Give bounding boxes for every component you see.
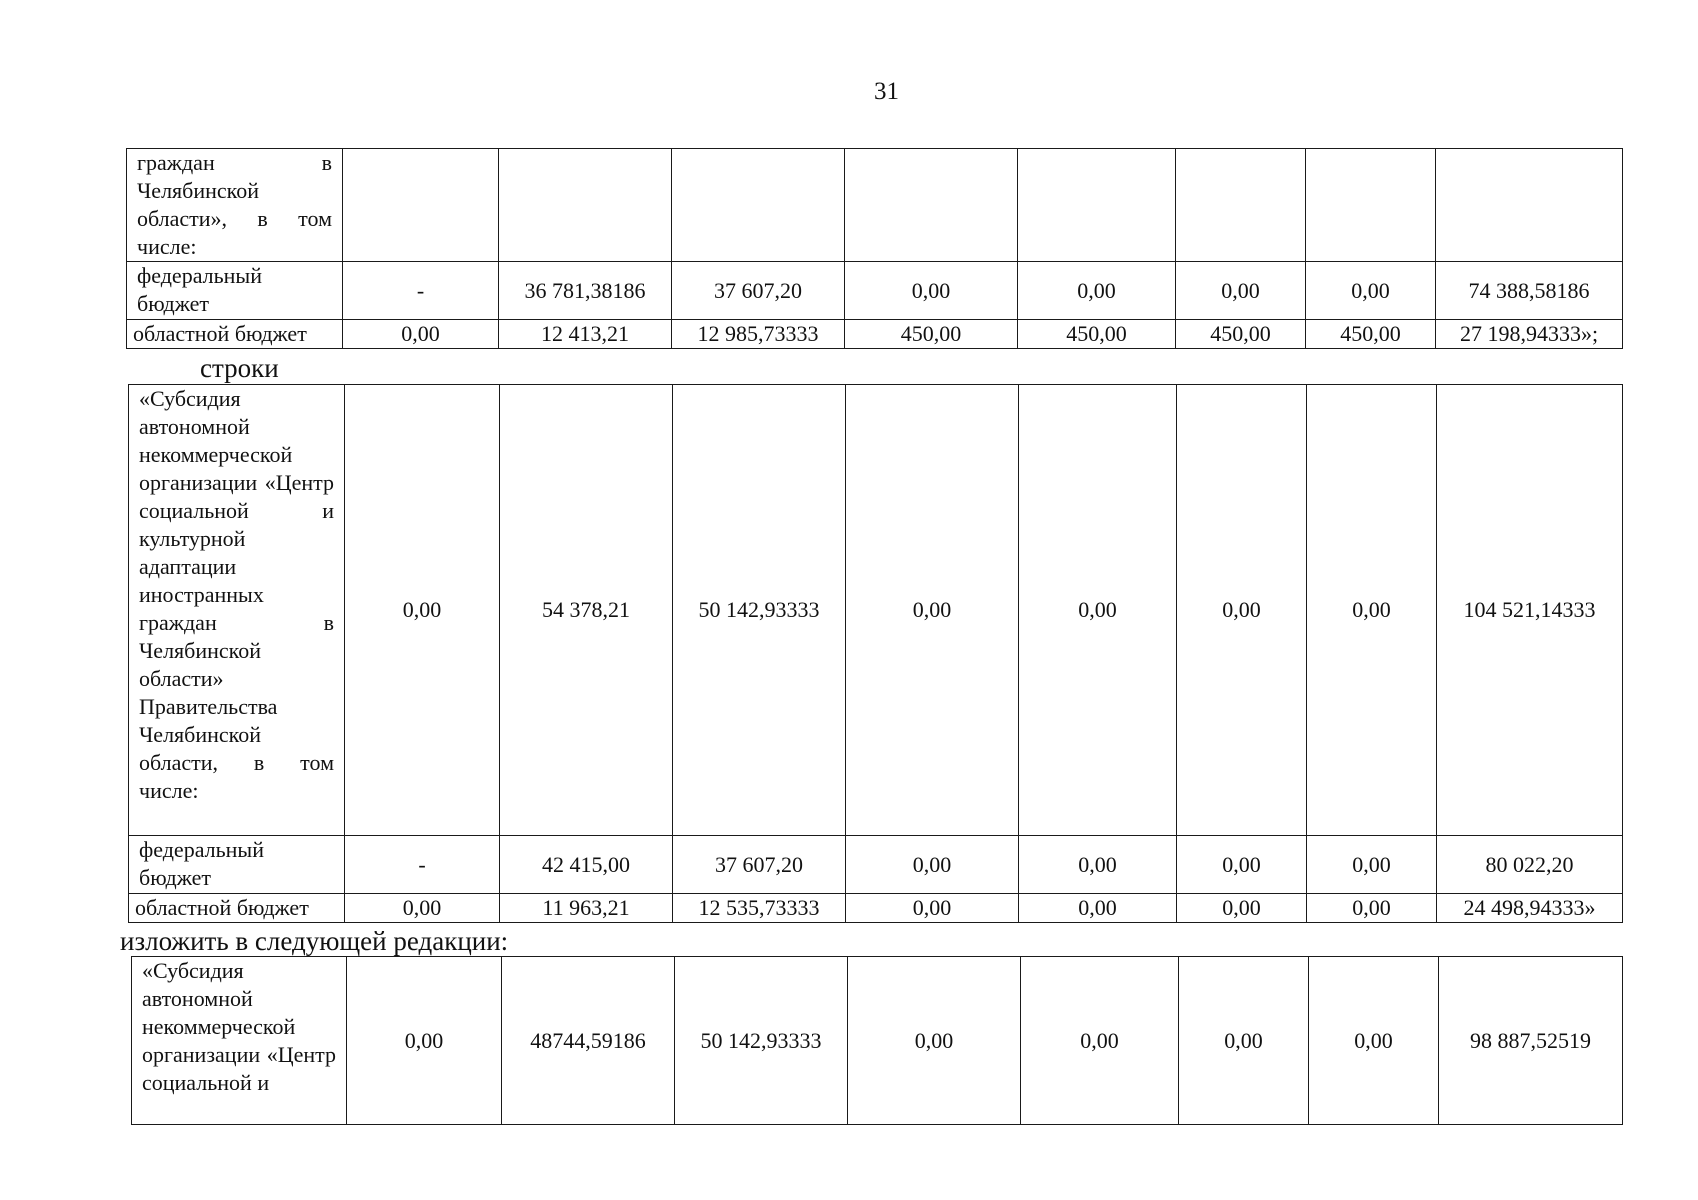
value-cell: 0,00	[1307, 836, 1437, 894]
value-cell: 450,00	[1306, 320, 1436, 349]
value-cell: 0,00	[1018, 262, 1176, 320]
table-row	[129, 836, 1623, 894]
row-label: граждан в Челябинской области», в том числе:	[127, 149, 343, 262]
table-row	[129, 894, 1623, 923]
budget-table-previous	[126, 148, 1623, 349]
value-cell: 12 535,73333	[673, 894, 846, 923]
value-cell: 27 198,94333»;	[1436, 320, 1623, 349]
value-cell: 0,00	[1177, 894, 1307, 923]
value-cell: 0,00	[1306, 262, 1436, 320]
value-cell: 42 415,00	[500, 836, 673, 894]
table-row	[127, 149, 1623, 262]
value-cell: 0,00	[1309, 957, 1439, 1125]
value-cell: 0,00	[1019, 894, 1177, 923]
value-cell: 0,00	[1177, 385, 1307, 836]
value-cell: 450,00	[1176, 320, 1306, 349]
table-row	[129, 385, 1623, 836]
value-cell	[845, 149, 1018, 262]
value-cell: 0,00	[1176, 262, 1306, 320]
value-cell	[672, 149, 845, 262]
row-label: федеральный бюджет	[127, 262, 343, 320]
value-cell: 74 388,58186	[1436, 262, 1623, 320]
value-cell: 0,00	[1019, 385, 1177, 836]
value-cell: 0,00	[1177, 836, 1307, 894]
value-cell: 0,00	[1307, 894, 1437, 923]
value-cell: 50 142,93333	[675, 957, 848, 1125]
value-cell: 0,00	[343, 320, 499, 349]
value-cell: 0,00	[1021, 957, 1179, 1125]
value-cell: 0,00	[846, 836, 1019, 894]
value-cell: 37 607,20	[673, 836, 846, 894]
value-cell: 12 413,21	[499, 320, 672, 349]
value-cell: 0,00	[1179, 957, 1309, 1125]
value-cell: 11 963,21	[500, 894, 673, 923]
table-row	[132, 957, 1623, 1125]
row-label: областной бюджет	[129, 894, 345, 923]
budget-table-new	[131, 956, 1623, 1125]
value-cell	[343, 149, 499, 262]
value-cell: -	[345, 836, 500, 894]
table-row	[127, 262, 1623, 320]
value-cell	[1018, 149, 1176, 262]
value-cell: 450,00	[845, 320, 1018, 349]
value-cell: 0,00	[345, 894, 500, 923]
value-cell: 450,00	[1018, 320, 1176, 349]
value-cell: 36 781,38186	[499, 262, 672, 320]
value-cell: 0,00	[1019, 836, 1177, 894]
value-cell: 12 985,73333	[672, 320, 845, 349]
value-cell: 37 607,20	[672, 262, 845, 320]
value-cell	[1436, 149, 1623, 262]
caption-rows: строки	[200, 353, 279, 383]
value-cell: 0,00	[846, 385, 1019, 836]
value-cell: 24 498,94333»	[1437, 894, 1623, 923]
value-cell	[1306, 149, 1436, 262]
page-number: 31	[874, 78, 899, 105]
value-cell: 80 022,20	[1437, 836, 1623, 894]
value-cell: 48744,59186	[502, 957, 675, 1125]
table-row	[127, 320, 1623, 349]
row-label: «Субсидия автономной некоммерческой организации «Центр социальной и	[132, 957, 347, 1125]
value-cell: 0,00	[848, 957, 1021, 1125]
value-cell: 54 378,21	[500, 385, 673, 836]
caption-new-edition: изложить в следующей редакции:	[120, 926, 509, 956]
value-cell: 0,00	[846, 894, 1019, 923]
value-cell	[499, 149, 672, 262]
row-label: областной бюджет	[127, 320, 343, 349]
value-cell: 104 521,14333	[1437, 385, 1623, 836]
value-cell	[1176, 149, 1306, 262]
budget-table-current	[128, 384, 1623, 923]
row-label: «Субсидия автономной некоммерческой организации «Центр социальной и культурной адаптации иностранных граждан в Челябинской области» Правительства Челябинской области, в том числе:	[129, 385, 345, 836]
value-cell: 98 887,52519	[1439, 957, 1623, 1125]
value-cell: 0,00	[845, 262, 1018, 320]
value-cell: 50 142,93333	[673, 385, 846, 836]
row-label: федеральный бюджет	[129, 836, 345, 894]
value-cell: 0,00	[347, 957, 502, 1125]
value-cell: 0,00	[345, 385, 500, 836]
value-cell: -	[343, 262, 499, 320]
value-cell: 0,00	[1307, 385, 1437, 836]
